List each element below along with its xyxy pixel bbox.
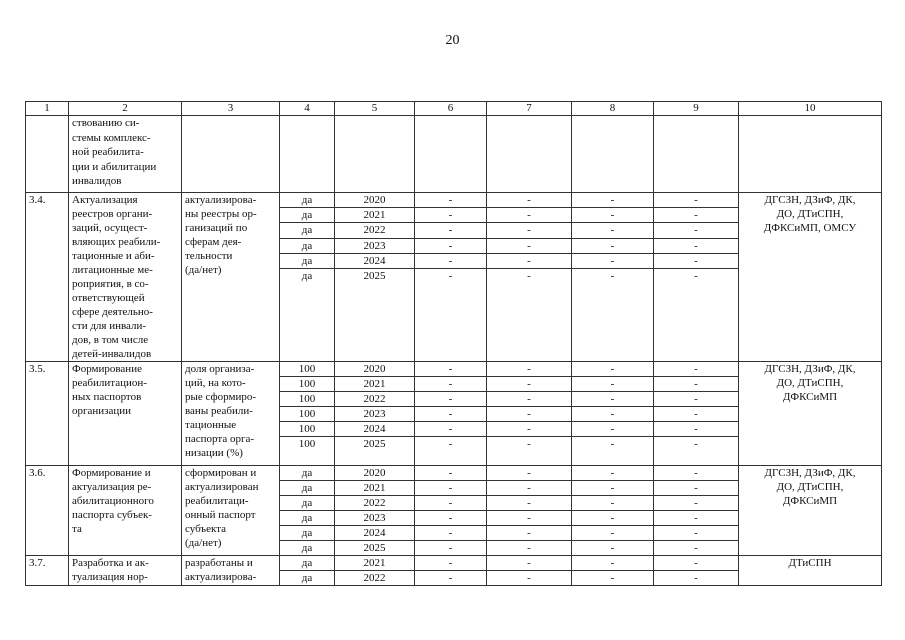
year-cell: 2023 xyxy=(335,238,415,253)
header-cell: 8 xyxy=(572,102,654,116)
indicator-value: да xyxy=(280,208,335,223)
col8-value: - xyxy=(572,377,654,392)
col6-value: - xyxy=(415,556,487,571)
col8-value: - xyxy=(572,496,654,511)
col6-value: - xyxy=(415,511,487,526)
header-cell: 2 xyxy=(69,102,182,116)
col7-value: - xyxy=(487,571,572,586)
measure-indicator: разработаны и актуализирова- xyxy=(182,556,280,586)
year-cell: 2024 xyxy=(335,526,415,541)
col9-value: - xyxy=(654,571,739,586)
indicator-value: да xyxy=(280,268,335,361)
col8-value: - xyxy=(572,481,654,496)
col7-value: - xyxy=(487,208,572,223)
measure-number: 3.6. xyxy=(26,466,69,556)
year-cell: 2021 xyxy=(335,377,415,392)
header-cell: 4 xyxy=(280,102,335,116)
executors-cell: ДГСЗН, ДЗиФ, ДК, ДО, ДТиСПН, ДФКСиМП xyxy=(739,466,882,556)
col9-value: - xyxy=(654,422,739,437)
col8-value: - xyxy=(572,268,654,361)
empty-cell xyxy=(487,116,572,193)
year-cell: 2022 xyxy=(335,571,415,586)
col7-value: - xyxy=(487,466,572,481)
col9-value: - xyxy=(654,466,739,481)
indicator-value: 100 xyxy=(280,437,335,466)
continuation-text: ствованию си- стемы комплекс- ной реабилита- ции и абилитации инвалидов xyxy=(69,116,182,193)
indicator-value: да xyxy=(280,193,335,208)
measure-indicator: доля организа- ций, на кото- рые сформиро- ваны реабили- тационные паспорта орга- низации (%) xyxy=(182,362,280,466)
indicator-value: 100 xyxy=(280,362,335,377)
col6-value: - xyxy=(415,526,487,541)
col8-value: - xyxy=(572,526,654,541)
col6-value: - xyxy=(415,362,487,377)
empty-cell xyxy=(182,116,280,193)
empty-cell xyxy=(572,116,654,193)
header-cell: 7 xyxy=(487,102,572,116)
col8-value: - xyxy=(572,392,654,407)
indicator-value: 100 xyxy=(280,392,335,407)
indicator-value: 100 xyxy=(280,407,335,422)
col8-value: - xyxy=(572,193,654,208)
year-cell: 2025 xyxy=(335,437,415,466)
col7-value: - xyxy=(487,422,572,437)
col6-value: - xyxy=(415,268,487,361)
col9-value: - xyxy=(654,223,739,238)
col7-value: - xyxy=(487,496,572,511)
col6-value: - xyxy=(415,496,487,511)
empty-cell xyxy=(280,116,335,193)
col9-value: - xyxy=(654,511,739,526)
header-cell: 6 xyxy=(415,102,487,116)
col6-value: - xyxy=(415,541,487,556)
col6-value: - xyxy=(415,223,487,238)
col8-value: - xyxy=(572,407,654,422)
indicator-value: да xyxy=(280,466,335,481)
executors-cell: ДТиСПН xyxy=(739,556,882,586)
col6-value: - xyxy=(415,392,487,407)
col8-value: - xyxy=(572,571,654,586)
table-body xyxy=(26,102,882,586)
year-cell: 2022 xyxy=(335,392,415,407)
indicator-value: да xyxy=(280,496,335,511)
col8-value: - xyxy=(572,238,654,253)
col6-value: - xyxy=(415,466,487,481)
measure-name: Формирование реабилитацион- ных паспортов организации xyxy=(69,362,182,466)
col6-value: - xyxy=(415,437,487,466)
col7-value: - xyxy=(487,511,572,526)
col9-value: - xyxy=(654,362,739,377)
year-cell: 2020 xyxy=(335,362,415,377)
indicator-value: да xyxy=(280,253,335,268)
col9-value: - xyxy=(654,208,739,223)
col8-value: - xyxy=(572,362,654,377)
continuation-num-cell xyxy=(26,116,69,193)
indicator-value: да xyxy=(280,511,335,526)
indicator-value: да xyxy=(280,238,335,253)
col9-value: - xyxy=(654,556,739,571)
col8-value: - xyxy=(572,466,654,481)
year-cell: 2025 xyxy=(335,541,415,556)
col8-value: - xyxy=(572,253,654,268)
empty-cell xyxy=(654,116,739,193)
col9-value: - xyxy=(654,481,739,496)
year-cell: 2022 xyxy=(335,223,415,238)
indicator-value: да xyxy=(280,571,335,586)
col7-value: - xyxy=(487,238,572,253)
measure-number: 3.5. xyxy=(26,362,69,466)
indicator-value: да xyxy=(280,223,335,238)
col9-value: - xyxy=(654,377,739,392)
measure-number: 3.4. xyxy=(26,193,69,362)
col7-value: - xyxy=(487,362,572,377)
measure-name: Актуализация реестров органи- заций, осущест- вляющих реабили- тационные и аби- литационные ме- роприятия, в со- ответствующей сфере деятельно- сти для инвали- дов, в том числе детей-инвалидов xyxy=(69,193,182,362)
col7-value: - xyxy=(487,377,572,392)
col9-value: - xyxy=(654,268,739,361)
col6-value: - xyxy=(415,253,487,268)
col7-value: - xyxy=(487,392,572,407)
indicator-value: 100 xyxy=(280,377,335,392)
continuation-row xyxy=(26,116,882,193)
year-cell: 2020 xyxy=(335,466,415,481)
header-cell: 9 xyxy=(654,102,739,116)
indicator-value: да xyxy=(280,526,335,541)
indicator-value: да xyxy=(280,481,335,496)
col9-value: - xyxy=(654,193,739,208)
empty-cell xyxy=(739,116,882,193)
col6-value: - xyxy=(415,193,487,208)
col7-value: - xyxy=(487,193,572,208)
empty-cell xyxy=(415,116,487,193)
col9-value: - xyxy=(654,407,739,422)
year-cell: 2022 xyxy=(335,496,415,511)
col7-value: - xyxy=(487,407,572,422)
indicator-value: 100 xyxy=(280,422,335,437)
year-cell: 2025 xyxy=(335,268,415,361)
header-cell: 10 xyxy=(739,102,882,116)
measure-year-row xyxy=(26,556,882,571)
col7-value: - xyxy=(487,253,572,268)
measure-year-row xyxy=(26,193,882,208)
indicator-value: да xyxy=(280,556,335,571)
col7-value: - xyxy=(487,526,572,541)
col7-value: - xyxy=(487,223,572,238)
program-table xyxy=(25,101,882,586)
measure-indicator: актуализирова- ны реестры ор- ганизаций по сферам дея- тельности (да/нет) xyxy=(182,193,280,362)
measure-indicator: сформирован и актуализирован реабилитаци- онный паспорт субъекта (да/нет) xyxy=(182,466,280,556)
year-cell: 2021 xyxy=(335,556,415,571)
year-cell: 2023 xyxy=(335,511,415,526)
col7-value: - xyxy=(487,556,572,571)
col7-value: - xyxy=(487,541,572,556)
col8-value: - xyxy=(572,556,654,571)
col8-value: - xyxy=(572,541,654,556)
measure-name: Формирование и актуализация ре- абилитационного паспорта субъек- та xyxy=(69,466,182,556)
col8-value: - xyxy=(572,511,654,526)
header-cell: 1 xyxy=(26,102,69,116)
measure-name: Разработка и ак- туализация нор- xyxy=(69,556,182,586)
year-cell: 2021 xyxy=(335,208,415,223)
col8-value: - xyxy=(572,437,654,466)
column-number-row xyxy=(26,102,882,116)
col8-value: - xyxy=(572,422,654,437)
measure-number: 3.7. xyxy=(26,556,69,586)
year-cell: 2024 xyxy=(335,422,415,437)
col6-value: - xyxy=(415,407,487,422)
col9-value: - xyxy=(654,526,739,541)
col8-value: - xyxy=(572,208,654,223)
col6-value: - xyxy=(415,238,487,253)
page-number: 20 xyxy=(445,33,460,48)
executors-cell: ДГСЗН, ДЗиФ, ДК, ДО, ДТиСПН, ДФКСиМП, ОМСУ xyxy=(739,193,882,362)
col6-value: - xyxy=(415,481,487,496)
executors-cell: ДГСЗН, ДЗиФ, ДК, ДО, ДТиСПН, ДФКСиМП xyxy=(739,362,882,466)
col6-value: - xyxy=(415,208,487,223)
col6-value: - xyxy=(415,377,487,392)
col7-value: - xyxy=(487,437,572,466)
year-cell: 2020 xyxy=(335,193,415,208)
empty-cell xyxy=(335,116,415,193)
col9-value: - xyxy=(654,437,739,466)
col8-value: - xyxy=(572,223,654,238)
col6-value: - xyxy=(415,571,487,586)
measure-year-row xyxy=(26,466,882,481)
measure-year-row xyxy=(26,362,882,377)
col9-value: - xyxy=(654,541,739,556)
header-cell: 3 xyxy=(182,102,280,116)
col9-value: - xyxy=(654,253,739,268)
year-cell: 2024 xyxy=(335,253,415,268)
year-cell: 2023 xyxy=(335,407,415,422)
col7-value: - xyxy=(487,268,572,361)
col9-value: - xyxy=(654,496,739,511)
col9-value: - xyxy=(654,392,739,407)
col9-value: - xyxy=(654,238,739,253)
indicator-value: да xyxy=(280,541,335,556)
col6-value: - xyxy=(415,422,487,437)
col7-value: - xyxy=(487,481,572,496)
header-cell: 5 xyxy=(335,102,415,116)
year-cell: 2021 xyxy=(335,481,415,496)
